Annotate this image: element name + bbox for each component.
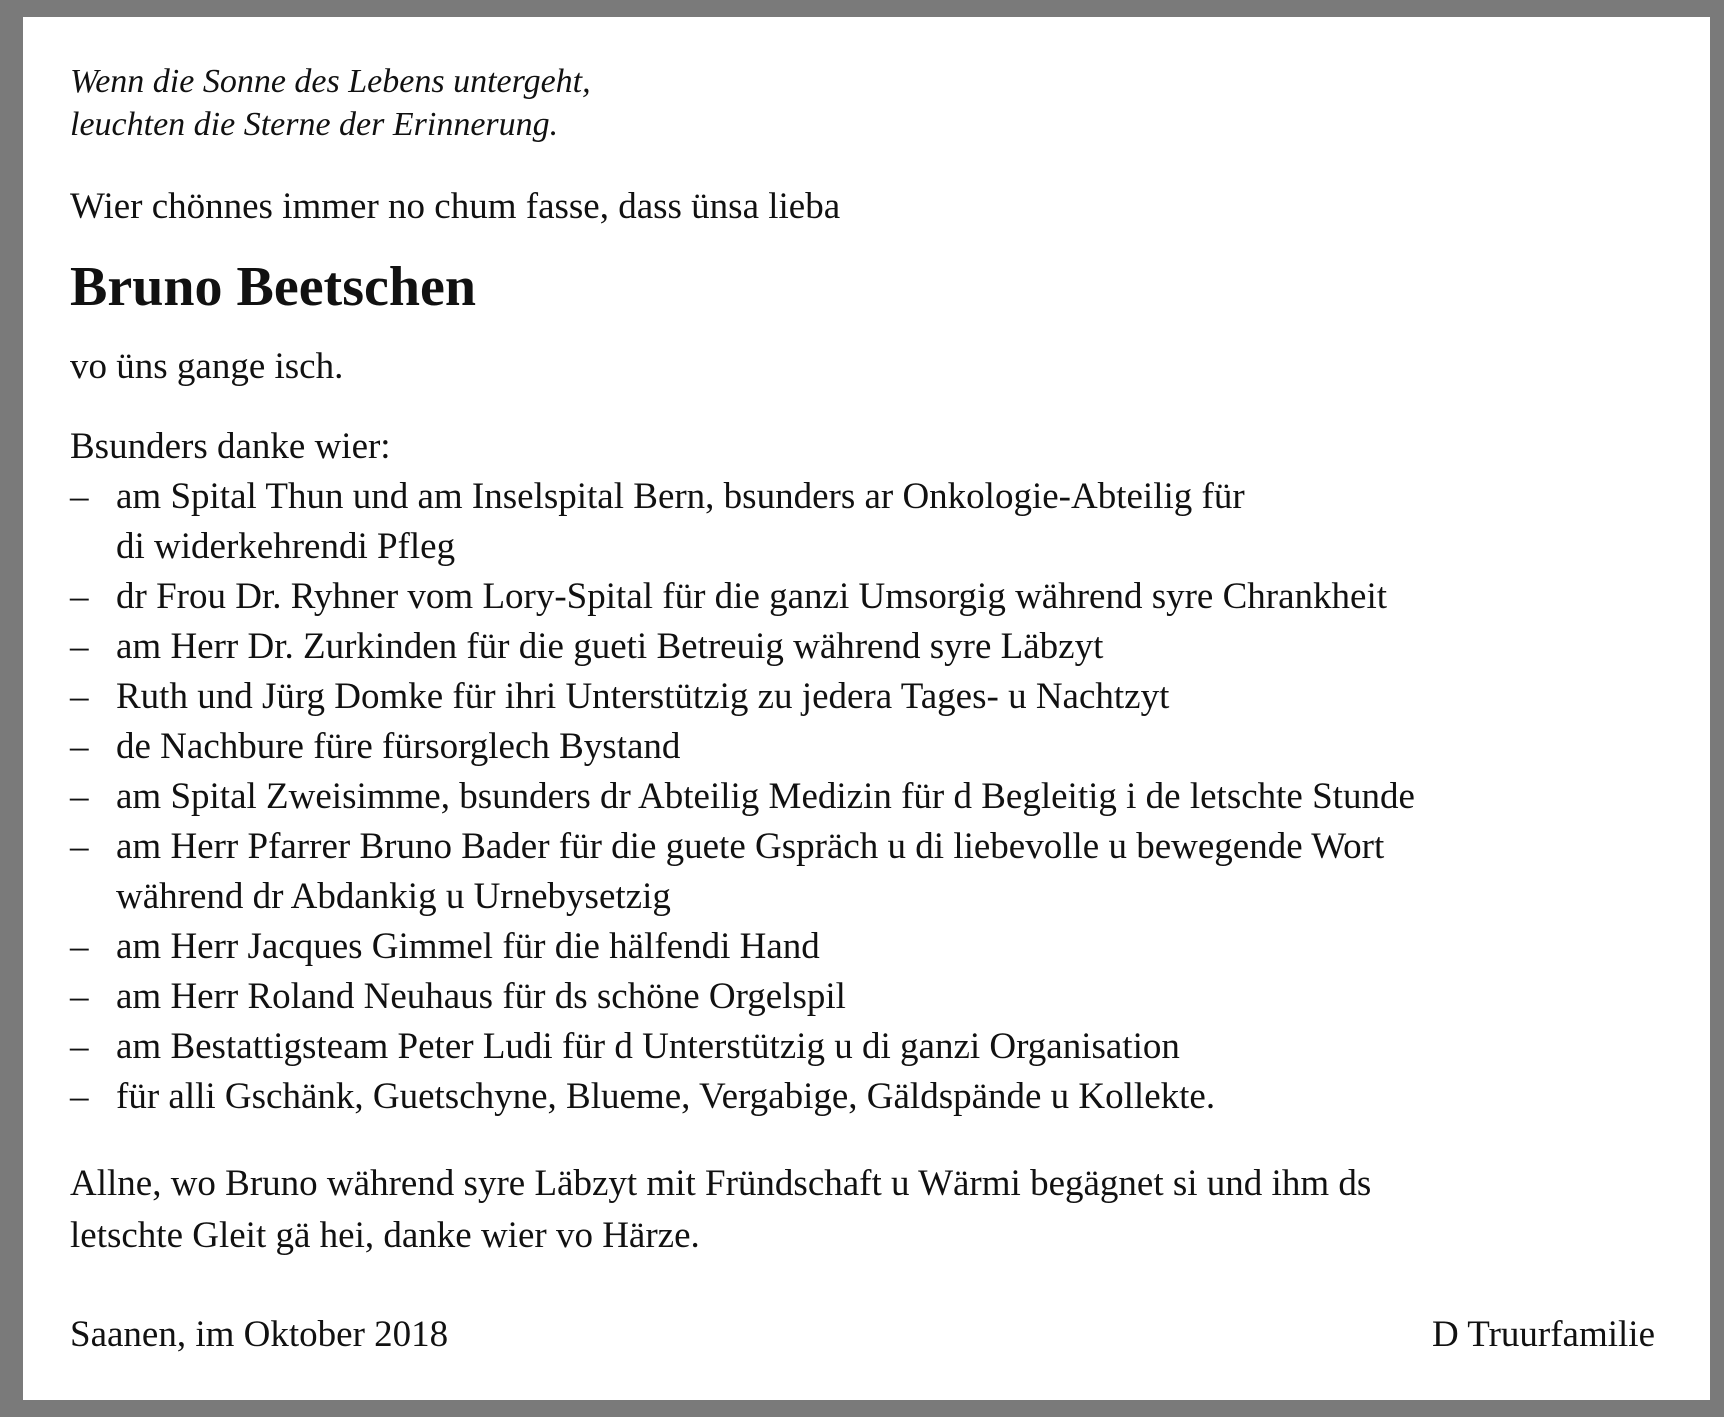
footer [70,1310,1655,1360]
dash-bullet: – [70,1026,89,1067]
thanks-item [70,622,1655,672]
thanks-item [70,972,1655,1022]
after-name-text: vo üns gange isch. [70,346,344,387]
dash-bullet: – [70,826,89,867]
thanks-item-line-1: am Spital Thun und am Inselspital Bern, bsunders ar Onkologie-Abteilig für [116,476,1245,517]
dash-bullet: – [70,976,89,1017]
obituary-body [70,60,1655,1262]
thanks-item [70,772,1655,822]
thanks-item-line-1: am Herr Dr. Zurkinden für die gueti Betreuig während syre Läbzyt [116,626,1104,667]
thanks-item-line-1: für alli Gschänk, Guetschyne, Blueme, Vergabige, Gäldspände u Kollekte. [116,1076,1216,1117]
thanks-item-line-1: am Spital Zweisimme, bsunders dr Abteilig Medizin für d Begleitig i de letschte Stunde [116,776,1415,817]
thanks-list [70,472,1655,1122]
dash-bullet: – [70,776,89,817]
thanks-item-line-2: während dr Abdankig u Urnebysetzig [116,876,671,917]
dash-bullet: – [70,726,89,767]
dash-bullet: – [70,676,89,717]
closing-text [70,1158,1655,1262]
thanks-item-line-1: Ruth und Jürg Domke für ihri Unterstützig zu jedera Tages- u Nachtzyt [116,676,1170,717]
motto [70,60,1655,146]
dash-bullet: – [70,476,89,517]
thanks-item-line-1: am Bestattigsteam Peter Ludi für d Unterstützig u di ganzi Organisation [116,1026,1180,1067]
thanks-item-line-1: am Herr Jacques Gimmel für die hälfendi Hand [116,926,820,967]
dash-bullet: – [70,1076,89,1117]
thanks-item-line-1: dr Frou Dr. Ryhner vom Lory-Spital für die ganzi Umsorgig während syre Chrankheit [116,576,1388,617]
thanks-item [70,922,1655,972]
motto-line-2: leuchten die Sterne der Erinnerung. [70,106,559,143]
thanks-item [70,1072,1655,1122]
thanks-item-line-1: de Nachbure füre fürsorglech Bystand [116,726,681,767]
thanks-item-line-1: am Herr Pfarrer Bruno Bader für die guete Gspräch u di liebevolle u bewegende Wort [116,826,1385,867]
thanks-item [70,1022,1655,1072]
thanks-item [70,672,1655,722]
thanks-item-line-1: am Herr Roland Neuhaus für ds schöne Orgelspil [116,976,846,1017]
thanks-item [70,722,1655,772]
place-date: Saanen, im Oktober 2018 [70,1314,449,1355]
motto-line-1: Wenn die Sonne des Lebens untergeht, [70,63,591,100]
dash-bullet: – [70,626,89,667]
thanks-item [70,572,1655,622]
signature: D Truurfamilie [1431,1314,1655,1355]
intro-text: Wier chönnes immer no chum fasse, dass ünsa lieba [70,186,841,227]
closing-line-1: Allne, wo Bruno während syre Läbzyt mit Fründschaft u Wärmi begägnet si und ihm ds [70,1163,1372,1204]
thanks-intro: Bsunders danke wier: [70,426,391,467]
closing-line-2: letschte Gleit gä hei, danke wier vo Härze. [70,1215,700,1256]
dash-bullet: – [70,576,89,617]
thanks-item [70,822,1655,922]
dash-bullet: – [70,926,89,967]
thanks-item [70,472,1655,572]
thanks-item-line-2: di widerkehrendi Pfleg [116,526,456,567]
deceased-name: Bruno Beetschen [70,256,476,318]
